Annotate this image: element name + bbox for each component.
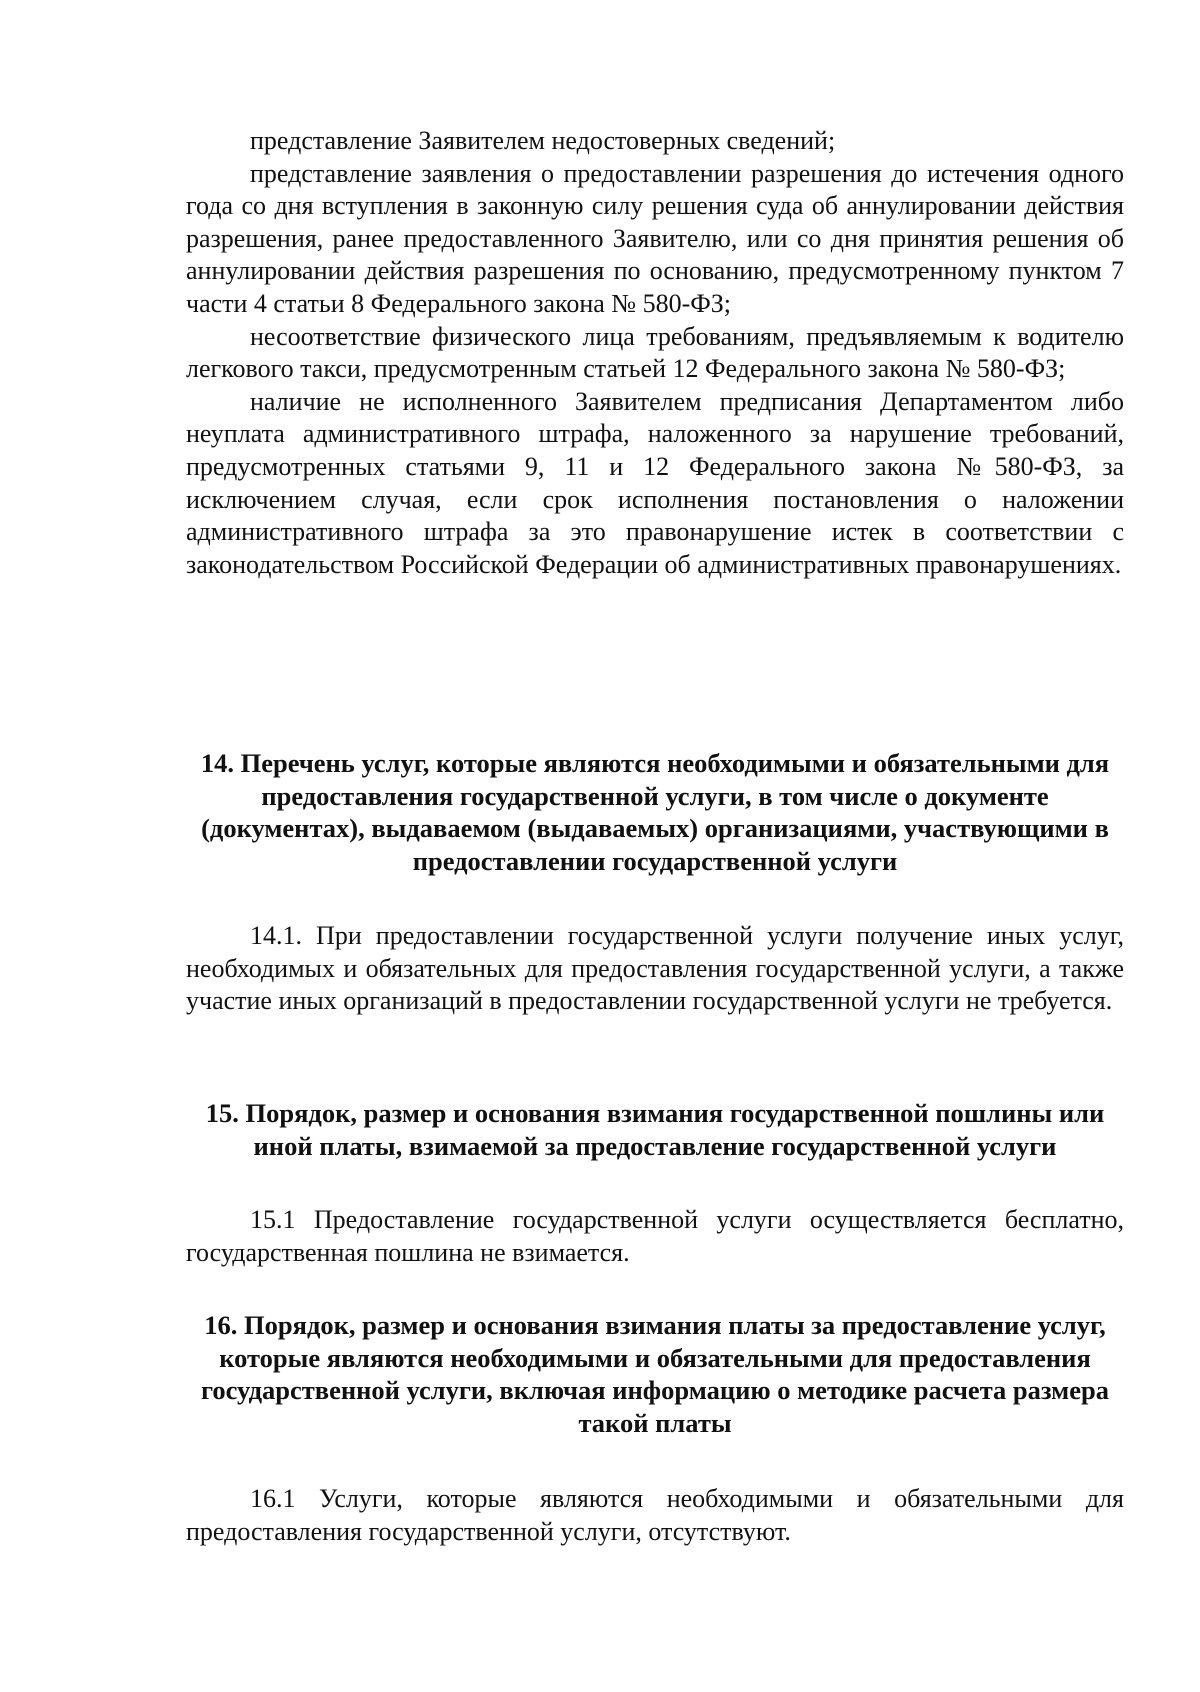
section-15: [186, 1097, 1124, 1162]
section-16-body: 16.1 Услуги, которые являются необходимыми и обязательными для предоставления государственной услуги, отсутствуют.: [186, 1484, 1124, 1546]
section-14-body-wrap: [186, 920, 1124, 1018]
intro-block: [186, 125, 1124, 581]
section-14-heading: 14. Перечень услуг, которые являются необходимыми и обязательными для предоставления государственной услуги, в том числе о документе (документах), выдаваемом (выдаваемых) организациями, участвующими в предоставлении государственной услуги: [200, 748, 1110, 876]
section-16-heading: 16. Порядок, размер и основания взимания платы за предоставление услуг, которые являются необходимыми и обязательными для предоставления государственной услуги, включая информацию о методике расчета размера такой платы: [201, 1310, 1109, 1438]
paragraph-driver-requirements: несоответствие физического лица требованиям, предъявляемым к водителю легкового такси, предусмотренным статьей 12 Федерального закона № 580-ФЗ;: [186, 321, 1124, 384]
section-16-body-wrap: [186, 1483, 1124, 1548]
paragraph-unreliable-info: представление Заявителем недостоверных сведений;: [250, 126, 836, 155]
section-15-body: 15.1 Предоставление государственной услуги осуществляется бесплатно, государственная пошлина не взимается.: [186, 1205, 1124, 1267]
section-14-body: 14.1. При предоставлении государственной услуги получение иных услуг, необходимых и обязательных для предоставления государственной услуги, а также участие иных организаций в предоставлении государственной услуги не требуется.: [186, 921, 1124, 1016]
paragraph-one-year-restriction: представление заявления о предоставлении разрешения до истечения одного года со дня вступления в законную силу решения суда об аннулировании действия разрешения, ранее предоставленного Заявителю, или со дня принятия решения об аннулировании действия разрешения по основанию, предусмотренному пунктом 7 части 4 статьи 8 Федерального закона № 580-ФЗ;: [186, 158, 1124, 318]
section-16: [186, 1309, 1124, 1439]
section-15-body-wrap: [186, 1204, 1124, 1269]
section-14: [186, 747, 1124, 877]
section-15-heading: 15. Порядок, размер и основания взимания государственной пошлины или иной платы, взимаемой за предоставление государственной услуги: [205, 1098, 1105, 1161]
paragraph-unfulfilled-order: наличие не исполненного Заявителем предписания Департаментом либо неуплата административного штрафа, наложенного за нарушение требований, предусмотренных статьями 9, 11 и 12 Федерального закона №580-ФЗ, за исключением случая, если срок исполнения постановления о наложении административного штрафа за это правонарушение истек в соответствии с законодательством Российской Федерации об административных правонарушениях.: [186, 386, 1124, 579]
